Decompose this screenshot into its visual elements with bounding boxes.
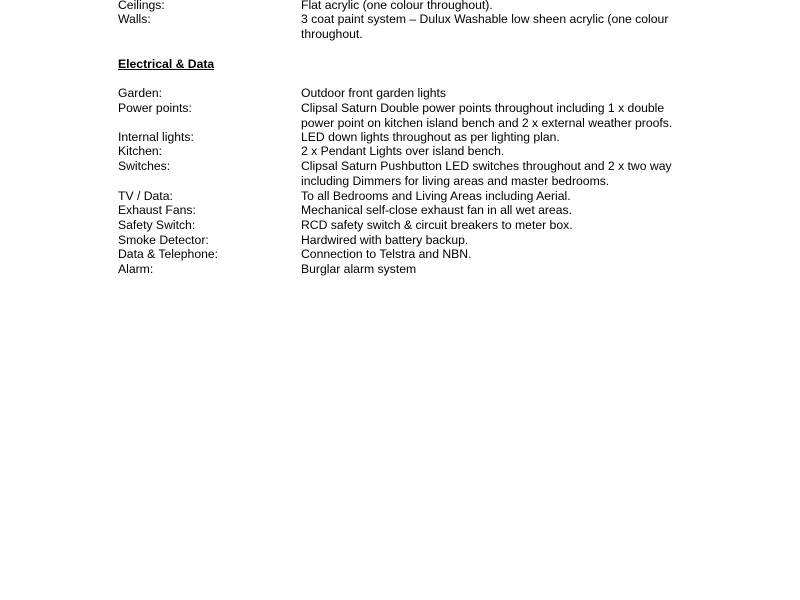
spec-value: Mechanical self-close exhaust fan in all wet areas. <box>301 203 572 217</box>
spec-value: 3 coat paint system – Dulux Washable low sheen acrylic (one colour throughout. <box>301 12 669 41</box>
spec-label: Ceilings: <box>118 0 165 12</box>
spec-value: To all Bedrooms and Living Areas including Aerial. <box>301 189 571 203</box>
spec-label: Switches: <box>118 159 171 173</box>
spec-value: Hardwired with battery backup. <box>301 233 469 247</box>
spec-value: Connection to Telstra and NBN. <box>301 247 472 261</box>
spec-label: Alarm: <box>118 262 154 276</box>
spec-label: Walls: <box>118 12 151 26</box>
spec-label: TV / Data: <box>118 189 173 203</box>
spec-value: Flat acrylic (one colour throughout). <box>301 0 493 12</box>
spec-label: Garden: <box>118 86 163 100</box>
spec-label: Data & Telephone: <box>118 247 219 261</box>
spec-label: Exhaust Fans: <box>118 203 196 217</box>
section-heading-electrical: Electrical & Data <box>118 57 215 71</box>
spec-value: Burglar alarm system <box>301 262 417 276</box>
spec-value: Outdoor front garden lights <box>301 86 446 100</box>
spec-label: Safety Switch: <box>118 218 196 232</box>
spec-label: Power points: <box>118 101 192 115</box>
spec-label: Kitchen: <box>118 144 163 158</box>
spec-value: RCD safety switch & circuit breakers to meter box. <box>301 218 573 232</box>
spec-value: LED down lights throughout as per lighting plan. <box>301 130 560 144</box>
spec-value: 2 x Pendant Lights over island bench. <box>301 144 505 158</box>
spec-label: Smoke Detector: <box>118 233 209 247</box>
spec-label: Internal lights: <box>118 130 194 144</box>
spec-value: Clipsal Saturn Pushbutton LED switches throughout and 2 x two way including Dimmers for living areas and master bedrooms. <box>301 159 672 188</box>
spec-value: Clipsal Saturn Double power points throughout including 1 x double power point on kitchen island bench and 2 x external weather proofs. <box>301 101 673 130</box>
